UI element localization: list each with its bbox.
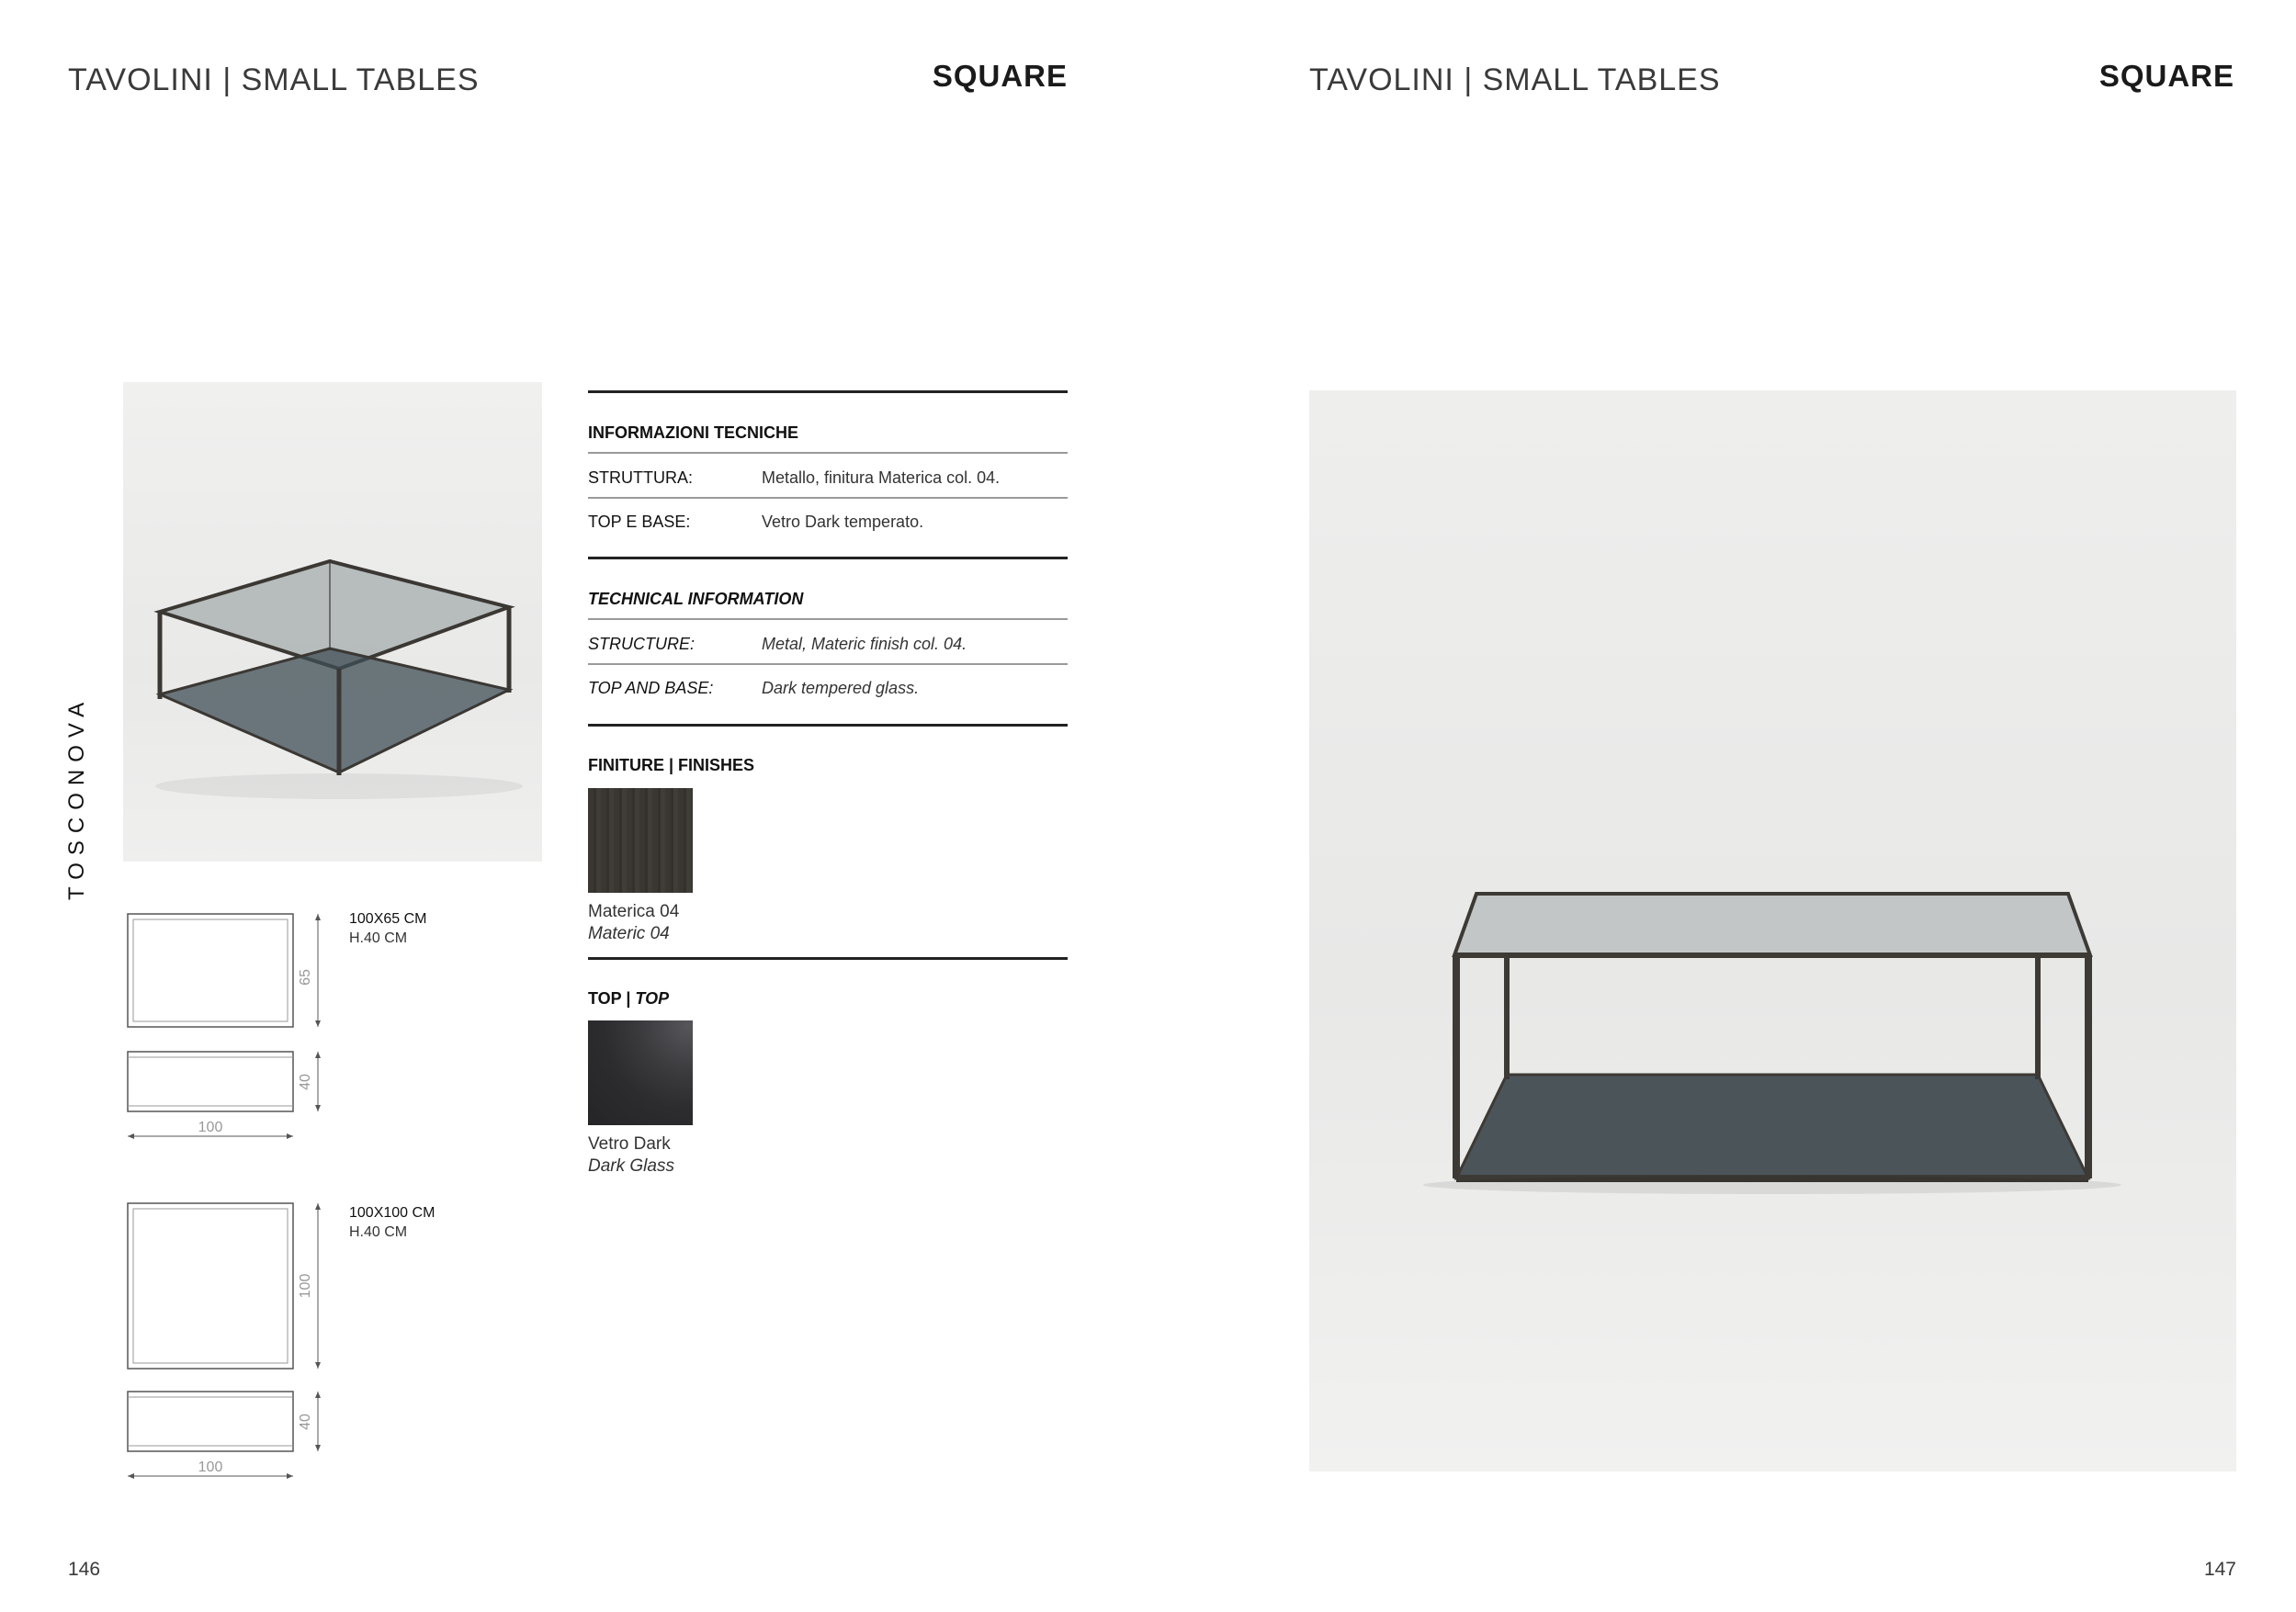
- info-it-value-1: Metallo, finitura Materica col. 04.: [762, 468, 1001, 487]
- product-photo-angle: [123, 382, 542, 862]
- rule-en-2: [588, 663, 1068, 665]
- rule-bottom: [588, 957, 1068, 960]
- finish-name-en: Materic 04: [588, 924, 670, 943]
- dimension-drawing-100x65: [123, 905, 334, 1144]
- info-it-label-2: TOP E BASE:: [588, 513, 691, 531]
- rule-mid-1: [588, 557, 1068, 559]
- rule-en-1: [588, 618, 1068, 620]
- dim1-height-label: 40: [298, 1074, 313, 1090]
- right-model-name: SQUARE: [2098, 59, 2234, 93]
- info-it-label-1: STRUTTURA:: [588, 468, 693, 487]
- top-title: [588, 989, 669, 1009]
- dim1-depth-label: 65: [298, 969, 313, 986]
- right-category-title: TAVOLINI | SMALL TABLES: [1309, 62, 1721, 97]
- info-it-value-2: Vetro Dark temperato.: [762, 513, 924, 531]
- dimension-drawing-100x100: [123, 1199, 334, 1483]
- table-angle-illustration: [123, 382, 542, 862]
- left-model-name: SQUARE: [932, 59, 1068, 93]
- dim2-size: 100X100 CM: [349, 1205, 435, 1221]
- top-name-en: Dark Glass: [588, 1156, 674, 1176]
- rule-top: [588, 390, 1068, 393]
- rule-it-1: [588, 452, 1068, 454]
- info-en-label-1: STRUCTURE:: [588, 635, 695, 653]
- left-page-number: 146: [68, 1559, 101, 1580]
- info-it-title: INFORMAZIONI TECNICHE: [588, 423, 798, 442]
- top-title-en: TOP: [635, 989, 670, 1008]
- left-category-title: TAVOLINI | SMALL TABLES: [68, 62, 480, 97]
- info-en-value-2: Dark tempered glass.: [762, 679, 920, 697]
- finish-swatch-materica: [588, 788, 693, 893]
- top-swatch-dark-glass: [588, 1020, 693, 1125]
- dim2-depth-label: 100: [298, 1273, 313, 1299]
- rule-it-2: [588, 497, 1068, 499]
- rule-mid-2: [588, 724, 1068, 727]
- dim2-height-label: 40: [298, 1414, 313, 1430]
- dim1-width-label: 100: [198, 1120, 223, 1135]
- dim2-height: H.40 CM: [349, 1224, 408, 1240]
- dim1-size: 100X65 CM: [349, 911, 427, 927]
- dim2-width-label: 100: [198, 1460, 223, 1475]
- top-title-it: TOP |: [588, 989, 631, 1008]
- info-en-value-1: Metal, Materic finish col. 04.: [762, 635, 967, 653]
- info-en-label-2: TOP AND BASE:: [588, 679, 714, 697]
- finish-name-it: Materica 04: [588, 902, 680, 921]
- table-front-illustration: [1309, 390, 2236, 1471]
- dim1-height: H.40 CM: [349, 930, 408, 946]
- finishes-title: FINITURE | FINISHES: [588, 756, 755, 774]
- right-page-number: 147: [2203, 1559, 2236, 1580]
- product-photo-front: [1309, 390, 2236, 1471]
- top-name-it: Vetro Dark: [588, 1134, 671, 1154]
- brand-vertical: TOSCONOVA: [64, 694, 89, 900]
- info-en-title: TECHNICAL INFORMATION: [588, 590, 804, 608]
